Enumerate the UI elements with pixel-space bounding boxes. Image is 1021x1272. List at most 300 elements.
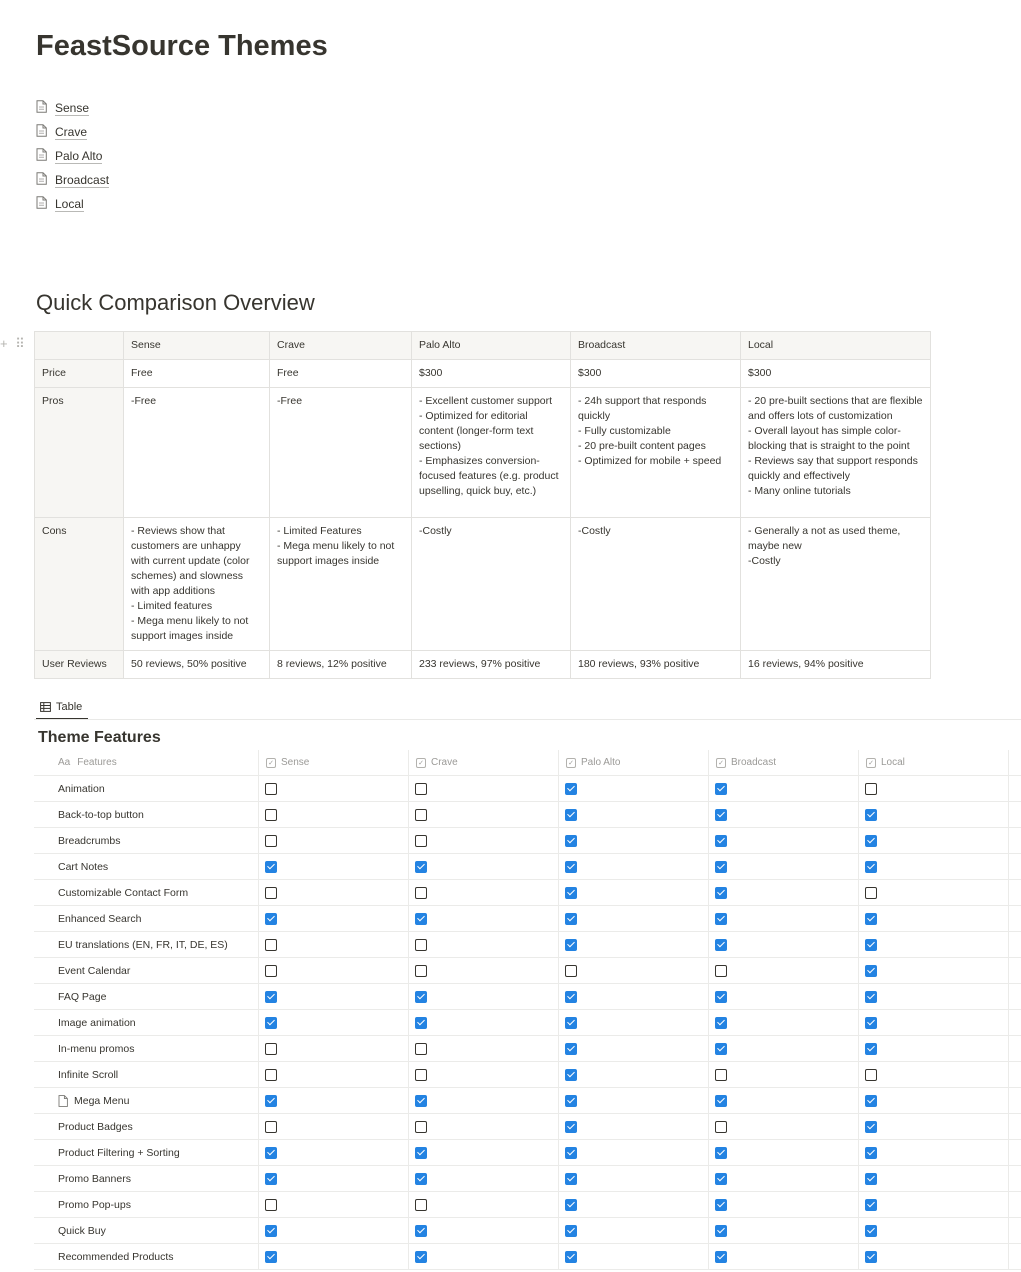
checkbox-checked[interactable] <box>715 809 727 821</box>
column-divider <box>708 932 709 957</box>
comparison-cell[interactable]: -Free <box>270 388 412 518</box>
comparison-cell[interactable]: - 20 pre-built sections that are flexible and offers lots of customization - Overall layout has simple color-blocking that is straight to the point - Reviews say that support responds quickly and effectively - Many online tutorials <box>741 388 931 518</box>
column-header-label: Local <box>881 757 905 768</box>
checkbox-checked[interactable] <box>865 861 877 873</box>
column-divider <box>408 906 409 931</box>
feature-name: Animation <box>58 782 105 795</box>
view-tab-table[interactable] <box>36 696 88 720</box>
checkbox-checked[interactable] <box>865 1095 877 1107</box>
table-row <box>34 958 1021 984</box>
checkbox-unchecked[interactable] <box>265 835 277 847</box>
column-divider <box>258 958 259 983</box>
comparison-header-row <box>35 332 931 360</box>
checkbox-checked[interactable] <box>565 1017 577 1029</box>
comparison-cell[interactable]: $300 <box>741 360 931 388</box>
checkbox-checked[interactable] <box>865 1017 877 1029</box>
subpage-label: Local <box>55 196 84 211</box>
checkbox-unchecked[interactable] <box>265 1043 277 1055</box>
column-divider <box>708 906 709 931</box>
column-divider <box>858 802 859 827</box>
column-divider <box>858 1062 859 1087</box>
column-divider <box>258 984 259 1009</box>
comparison-row-label[interactable]: User Reviews <box>35 651 124 679</box>
comparison-cell[interactable]: -Free <box>124 388 270 518</box>
features-header-row <box>34 750 1021 776</box>
column-divider <box>258 906 259 931</box>
column-divider <box>1008 1114 1009 1139</box>
feature-name-cell[interactable] <box>58 932 258 957</box>
checkbox-checked[interactable] <box>565 1095 577 1107</box>
column-divider <box>408 750 409 775</box>
checkbox-unchecked[interactable] <box>415 1043 427 1055</box>
comparison-column-header[interactable]: Palo Alto <box>412 332 571 360</box>
feature-name-cell[interactable] <box>58 1114 258 1139</box>
column-divider <box>708 1010 709 1035</box>
checkbox-checked[interactable] <box>715 1147 727 1159</box>
checkbox-checked[interactable] <box>865 991 877 1003</box>
feature-name-cell[interactable] <box>58 1166 258 1191</box>
feature-name-cell[interactable] <box>58 1010 258 1035</box>
checkbox-checked[interactable] <box>865 1199 877 1211</box>
column-divider <box>408 1218 409 1243</box>
column-divider <box>408 1114 409 1139</box>
checkbox-unchecked[interactable] <box>865 887 877 899</box>
checkbox-checked[interactable] <box>415 1017 427 1029</box>
checkbox-checked[interactable] <box>715 1017 727 1029</box>
checkbox-checked[interactable] <box>565 835 577 847</box>
comparison-column-header[interactable]: Sense <box>124 332 270 360</box>
table-row <box>34 1088 1021 1114</box>
checkbox-checked[interactable] <box>265 1017 277 1029</box>
column-divider <box>1008 1088 1009 1113</box>
column-divider <box>258 1166 259 1191</box>
feature-name-cell[interactable] <box>58 984 258 1009</box>
checkbox-unchecked[interactable] <box>415 965 427 977</box>
checkbox-checked[interactable] <box>565 783 577 795</box>
column-divider <box>408 1166 409 1191</box>
table-row <box>34 984 1021 1010</box>
comparison-row-label[interactable]: Price <box>35 360 124 388</box>
comparison-column-header[interactable]: Broadcast <box>571 332 741 360</box>
column-divider <box>1008 1244 1009 1269</box>
column-divider <box>408 984 409 1009</box>
checkbox-checked[interactable] <box>565 991 577 1003</box>
checkbox-checked[interactable] <box>865 809 877 821</box>
checkbox-checked[interactable] <box>265 861 277 873</box>
comparison-cell[interactable]: -Costly <box>571 518 741 651</box>
checkbox-checked[interactable] <box>565 913 577 925</box>
column-divider <box>558 1088 559 1113</box>
feature-name-cell[interactable] <box>58 828 258 853</box>
column-divider <box>258 750 259 775</box>
column-divider <box>408 1036 409 1061</box>
column-divider <box>858 1140 859 1165</box>
column-divider <box>858 958 859 983</box>
checkbox-checked[interactable] <box>565 939 577 951</box>
column-divider <box>558 932 559 957</box>
page-icon <box>36 172 55 188</box>
comparison-column-header[interactable]: Crave <box>270 332 412 360</box>
table-row <box>34 1036 1021 1062</box>
column-divider <box>258 1114 259 1139</box>
checkbox-checked[interactable] <box>715 939 727 951</box>
checkbox-checked[interactable] <box>565 861 577 873</box>
column-divider <box>1008 1062 1009 1087</box>
column-divider <box>408 1140 409 1165</box>
comparison-cell[interactable]: -Costly <box>412 518 571 651</box>
comparison-row-label[interactable]: Pros <box>35 388 124 518</box>
comparison-column-header[interactable] <box>35 332 124 360</box>
checkbox-unchecked[interactable] <box>565 965 577 977</box>
column-divider <box>558 1010 559 1035</box>
feature-name: Breadcrumbs <box>58 834 121 847</box>
page-title: FeastSource Themes <box>36 30 328 62</box>
column-header-label: Broadcast <box>731 757 777 768</box>
column-divider <box>1008 880 1009 905</box>
checkbox-checked[interactable] <box>565 1251 577 1263</box>
checkbox-checked[interactable] <box>565 1043 577 1055</box>
checkbox-unchecked[interactable] <box>265 809 277 821</box>
column-divider <box>1008 1010 1009 1035</box>
checkbox-checked[interactable] <box>865 1147 877 1159</box>
comparison-cell[interactable]: $300 <box>571 360 741 388</box>
column-divider <box>708 1140 709 1165</box>
checkbox-unchecked[interactable] <box>715 1121 727 1133</box>
column-header-label: Palo Alto <box>581 757 621 768</box>
column-divider <box>408 880 409 905</box>
column-divider <box>558 984 559 1009</box>
checkbox-unchecked[interactable] <box>415 809 427 821</box>
checkbox-unchecked[interactable] <box>415 783 427 795</box>
feature-name-cell[interactable] <box>58 958 258 983</box>
column-divider <box>1008 958 1009 983</box>
column-header-features[interactable] <box>58 750 258 775</box>
comparison-table <box>34 331 931 679</box>
table-row <box>34 828 1021 854</box>
column-header[interactable] <box>266 750 406 775</box>
comparison-cell[interactable]: 180 reviews, 93% positive <box>571 651 741 679</box>
checkbox-checked[interactable] <box>415 913 427 925</box>
feature-name-cell[interactable] <box>58 1088 258 1113</box>
subpage-link[interactable] <box>36 192 109 216</box>
feature-name: Image animation <box>58 1016 136 1029</box>
column-divider <box>408 932 409 957</box>
feature-name-cell[interactable] <box>58 802 258 827</box>
column-divider <box>1008 1218 1009 1243</box>
column-divider <box>408 1010 409 1035</box>
comparison-cell[interactable]: - Excellent customer support - Optimized for editorial content (longer-form text sections) - Emphasizes conversion-focused features (e.g. product upselling, quick buy, etc.) <box>412 388 571 518</box>
checkbox-checked[interactable] <box>865 1173 877 1185</box>
column-divider <box>558 958 559 983</box>
checkbox-checked[interactable] <box>565 809 577 821</box>
column-divider <box>558 1062 559 1087</box>
column-divider <box>1008 750 1009 775</box>
checkbox-checked[interactable] <box>265 1095 277 1107</box>
checkbox-unchecked[interactable] <box>415 1199 427 1211</box>
checkbox-unchecked[interactable] <box>715 965 727 977</box>
checkbox-checked[interactable] <box>415 1147 427 1159</box>
checkbox-checked[interactable] <box>565 1173 577 1185</box>
checkbox-checked[interactable] <box>715 1199 727 1211</box>
checkbox-checked[interactable] <box>715 783 727 795</box>
features-table <box>34 750 1021 1270</box>
comparison-cell[interactable]: 8 reviews, 12% positive <box>270 651 412 679</box>
checkbox-unchecked[interactable] <box>865 783 877 795</box>
checkbox-checked[interactable] <box>715 991 727 1003</box>
column-divider <box>408 1088 409 1113</box>
comparison-cell[interactable]: 16 reviews, 94% positive <box>741 651 931 679</box>
table-row <box>34 880 1021 906</box>
column-divider <box>858 828 859 853</box>
column-divider <box>558 1218 559 1243</box>
column-header[interactable] <box>566 750 706 775</box>
table-row <box>34 854 1021 880</box>
checkbox-checked[interactable] <box>565 1225 577 1237</box>
checkbox-checked[interactable] <box>565 1069 577 1081</box>
comparison-cell[interactable]: Free <box>270 360 412 388</box>
column-divider <box>258 1244 259 1269</box>
checkbox-checked[interactable] <box>865 1251 877 1263</box>
column-divider <box>708 828 709 853</box>
column-divider <box>858 1088 859 1113</box>
comparison-cell[interactable]: $300 <box>412 360 571 388</box>
page-icon <box>36 148 55 164</box>
feature-name: Product Badges <box>58 1120 133 1133</box>
column-divider <box>858 880 859 905</box>
column-divider <box>258 1140 259 1165</box>
column-divider <box>408 1244 409 1269</box>
feature-name-cell[interactable] <box>58 906 258 931</box>
checkbox-checked[interactable] <box>565 1199 577 1211</box>
checkbox-unchecked[interactable] <box>415 1069 427 1081</box>
column-divider <box>408 802 409 827</box>
checkbox-checked[interactable] <box>865 835 877 847</box>
feature-name-cell[interactable] <box>58 1192 258 1217</box>
table-row <box>34 1010 1021 1036</box>
checkbox-unchecked[interactable] <box>415 939 427 951</box>
checkbox-checked[interactable] <box>715 1095 727 1107</box>
column-divider <box>558 1140 559 1165</box>
column-divider <box>708 854 709 879</box>
feature-name: Promo Banners <box>58 1172 131 1185</box>
feature-name: Cart Notes <box>58 860 109 873</box>
column-divider <box>258 1192 259 1217</box>
checkbox-unchecked[interactable] <box>265 965 277 977</box>
column-divider <box>858 1166 859 1191</box>
checkbox-checked[interactable] <box>415 1173 427 1185</box>
feature-name-cell[interactable] <box>58 1218 258 1243</box>
text-type-icon: Aa <box>58 757 71 768</box>
subpage-list <box>36 96 109 216</box>
checkbox-checked[interactable] <box>265 1147 277 1159</box>
feature-name-cell[interactable] <box>58 854 258 879</box>
checkbox-unchecked[interactable] <box>865 1069 877 1081</box>
column-divider <box>1008 1192 1009 1217</box>
view-tab-label: Table <box>56 701 83 713</box>
checkbox-checked[interactable] <box>715 1251 727 1263</box>
column-divider <box>858 906 859 931</box>
subpage-link[interactable] <box>36 120 109 144</box>
comparison-row <box>35 518 931 651</box>
feature-name-cell[interactable] <box>58 1140 258 1165</box>
checkbox-checked[interactable] <box>715 1173 727 1185</box>
checkbox-checked[interactable] <box>865 939 877 951</box>
column-divider <box>258 802 259 827</box>
table-row <box>34 1218 1021 1244</box>
column-divider <box>858 1036 859 1061</box>
checkbox-unchecked[interactable] <box>415 887 427 899</box>
checkbox-checked[interactable] <box>265 913 277 925</box>
feature-name: Quick Buy <box>58 1224 106 1237</box>
column-divider <box>408 1062 409 1087</box>
checkbox-checked[interactable] <box>265 1251 277 1263</box>
checkbox-checked[interactable] <box>715 835 727 847</box>
checkbox-checked[interactable] <box>265 1225 277 1237</box>
comparison-cell[interactable]: Free <box>124 360 270 388</box>
checkbox-checked[interactable] <box>715 861 727 873</box>
checkbox-type-icon: ✓ <box>566 758 576 768</box>
feature-name-cell[interactable] <box>58 776 258 801</box>
column-divider <box>558 1036 559 1061</box>
checkbox-unchecked[interactable] <box>265 1069 277 1081</box>
checkbox-checked[interactable] <box>715 1225 727 1237</box>
column-divider <box>558 1192 559 1217</box>
column-divider <box>858 932 859 957</box>
column-divider <box>558 880 559 905</box>
checkbox-checked[interactable] <box>415 991 427 1003</box>
column-header[interactable] <box>416 750 556 775</box>
checkbox-checked[interactable] <box>415 1095 427 1107</box>
column-divider <box>258 1010 259 1035</box>
drag-handle-icon[interactable]: + ⠿ <box>0 336 27 351</box>
feature-name-cell[interactable] <box>58 1036 258 1061</box>
feature-name-cell[interactable] <box>58 1062 258 1087</box>
checkbox-unchecked[interactable] <box>265 1121 277 1133</box>
column-divider <box>1008 1166 1009 1191</box>
comparison-cell[interactable]: - Generally a not as used theme, maybe new -Costly <box>741 518 931 651</box>
feature-name: FAQ Page <box>58 990 107 1003</box>
table-row <box>34 1114 1021 1140</box>
column-divider <box>258 880 259 905</box>
feature-name-cell[interactable] <box>58 1244 258 1269</box>
subpage-link[interactable] <box>36 96 109 120</box>
checkbox-checked[interactable] <box>415 861 427 873</box>
comparison-cell[interactable]: 50 reviews, 50% positive <box>124 651 270 679</box>
column-divider <box>1008 802 1009 827</box>
column-header-label: Crave <box>431 757 458 768</box>
column-divider <box>558 802 559 827</box>
column-divider <box>1008 984 1009 1009</box>
checkbox-checked[interactable] <box>265 1173 277 1185</box>
column-header-label: Features <box>77 757 117 768</box>
comparison-column-header[interactable]: Local <box>741 332 931 360</box>
comparison-row-label[interactable]: Cons <box>35 518 124 651</box>
table-row <box>34 1244 1021 1270</box>
column-divider <box>258 828 259 853</box>
column-divider <box>708 880 709 905</box>
column-divider <box>1008 1140 1009 1165</box>
checkbox-checked[interactable] <box>865 1121 877 1133</box>
column-header[interactable] <box>866 750 1006 775</box>
feature-name: Promo Pop-ups <box>58 1198 131 1211</box>
checkbox-type-icon: ✓ <box>266 758 276 768</box>
comparison-cell[interactable]: - Limited Features - Mega menu likely to not support images inside <box>270 518 412 651</box>
column-divider <box>408 828 409 853</box>
column-divider <box>558 828 559 853</box>
comparison-cell[interactable]: 233 reviews, 97% positive <box>412 651 571 679</box>
comparison-cell[interactable]: - Reviews show that customers are unhappy with current update (color schemes) and slowness with app additions - Limited features - Mega menu likely to not support images inside <box>124 518 270 651</box>
checkbox-checked[interactable] <box>865 1043 877 1055</box>
checkbox-unchecked[interactable] <box>265 783 277 795</box>
column-divider <box>258 932 259 957</box>
table-row <box>34 802 1021 828</box>
column-divider <box>708 958 709 983</box>
checkbox-unchecked[interactable] <box>265 887 277 899</box>
table-row <box>34 1192 1021 1218</box>
column-divider <box>558 1166 559 1191</box>
column-divider <box>408 1192 409 1217</box>
feature-name-cell[interactable] <box>58 880 258 905</box>
subpage-link[interactable] <box>36 144 109 168</box>
feature-name: Infinite Scroll <box>58 1068 119 1081</box>
column-header[interactable] <box>716 750 856 775</box>
checkbox-checked[interactable] <box>415 1251 427 1263</box>
checkbox-unchecked[interactable] <box>415 1121 427 1133</box>
checkbox-checked[interactable] <box>415 1225 427 1237</box>
column-divider <box>1008 776 1009 801</box>
column-divider <box>708 750 709 775</box>
column-divider <box>1008 828 1009 853</box>
checkbox-checked[interactable] <box>265 991 277 1003</box>
column-divider <box>258 854 259 879</box>
column-divider <box>708 1244 709 1269</box>
checkbox-unchecked[interactable] <box>415 835 427 847</box>
table-row <box>34 906 1021 932</box>
subpage-label: Palo Alto <box>55 148 103 163</box>
checkbox-checked[interactable] <box>565 1121 577 1133</box>
table-icon <box>40 702 51 712</box>
column-divider <box>1008 854 1009 879</box>
checkbox-type-icon: ✓ <box>416 758 426 768</box>
column-divider <box>558 1244 559 1269</box>
feature-name: Product Filtering + Sorting <box>58 1146 180 1159</box>
column-divider <box>708 1192 709 1217</box>
column-divider <box>858 984 859 1009</box>
checkbox-checked[interactable] <box>865 913 877 925</box>
comparison-cell[interactable]: - 24h support that responds quickly - Fully customizable - 20 pre-built content pages - Optimized for mobile + speed <box>571 388 741 518</box>
checkbox-type-icon: ✓ <box>866 758 876 768</box>
checkbox-checked[interactable] <box>565 887 577 899</box>
feature-name: Customizable Contact Form <box>58 886 189 899</box>
checkbox-unchecked[interactable] <box>715 1069 727 1081</box>
checkbox-unchecked[interactable] <box>265 1199 277 1211</box>
subpage-link[interactable] <box>36 168 109 192</box>
checkbox-unchecked[interactable] <box>265 939 277 951</box>
feature-name: Event Calendar <box>58 964 131 977</box>
column-divider <box>558 750 559 775</box>
checkbox-checked[interactable] <box>715 887 727 899</box>
table-row <box>34 1166 1021 1192</box>
checkbox-checked[interactable] <box>715 1043 727 1055</box>
view-divider <box>34 719 1021 720</box>
checkbox-checked[interactable] <box>565 1147 577 1159</box>
column-divider <box>1008 932 1009 957</box>
checkbox-checked[interactable] <box>865 1225 877 1237</box>
column-divider <box>408 854 409 879</box>
checkbox-checked[interactable] <box>715 913 727 925</box>
checkbox-checked[interactable] <box>865 965 877 977</box>
column-divider <box>858 854 859 879</box>
